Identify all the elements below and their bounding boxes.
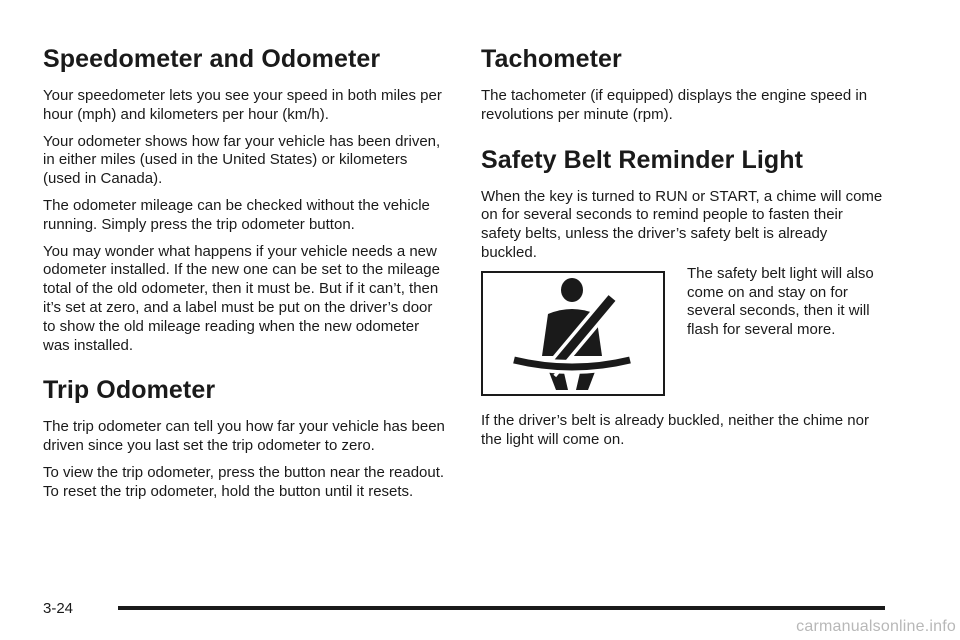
left-column xyxy=(43,42,448,520)
seatbelt-icon xyxy=(508,274,638,392)
safety-belt-figure-caption: The safety belt light will also come on and stay on for several seconds, then it will flash for several more. xyxy=(687,264,874,339)
trip-odometer-paragraph: The trip odometer can tell you how far your vehicle has been driven since you last set the trip odometer to zero. xyxy=(43,418,445,455)
trip-odometer-heading: Trip Odometer xyxy=(43,376,216,405)
page-footer xyxy=(43,598,885,618)
odometer-paragraph: Your odometer shows how far your vehicle has been driven, in either miles (used in the United States) or kilometers (used in Canada). xyxy=(43,132,441,188)
footer-rule xyxy=(118,606,885,610)
odometer-check-paragraph: The odometer mileage can be checked without the vehicle running. Simply press the trip odometer button. xyxy=(43,196,430,233)
safety-belt-figure-caption-wrap xyxy=(687,265,883,340)
watermark: carmanualsonline.info xyxy=(796,618,956,635)
safety-belt-heading: Safety Belt Reminder Light xyxy=(481,145,804,174)
trip-odometer-reset-paragraph: To view the trip odometer, press the button near the readout. To reset the trip odometer, hold the button until it resets. xyxy=(43,463,445,500)
page-number: 3-24 xyxy=(43,599,74,617)
safety-belt-figure xyxy=(481,264,883,396)
right-column xyxy=(481,42,883,467)
safety-belt-light-box xyxy=(481,271,665,396)
safety-belt-intro: When the key is turned to RUN or START, a chime will come on for several seconds to remind people to fasten their safety belts, unless the driver’s safety belt is already buckled. xyxy=(481,187,883,261)
speedometer-heading: Speedometer and Odometer xyxy=(43,45,381,73)
safety-belt-section xyxy=(481,143,883,450)
speedometer-section xyxy=(43,42,448,355)
odometer-replacement-paragraph: You may wonder what happens if your vehicle needs a new odometer installed. If the new one can be set to the mileage total of the old odometer, then it must be. But if it can’t, then it’s set at zero, and a label must be put on the driver’s door to show the old mileage reading when the new odometer was installed. xyxy=(43,242,440,354)
trip-odometer-section xyxy=(43,373,448,501)
tachometer-heading: Tachometer xyxy=(481,45,622,73)
tachometer-paragraph: The tachometer (if equipped) displays the engine speed in revolutions per minute (rpm). xyxy=(481,87,868,123)
safety-belt-outro: If the driver’s belt is already buckled, neither the chime nor the light will come on. xyxy=(481,411,869,448)
tachometer-section xyxy=(481,42,883,125)
speedometer-paragraph: Your speedometer lets you see your speed in both miles per hour (mph) and kilometers per hour (km/h). xyxy=(43,87,442,123)
